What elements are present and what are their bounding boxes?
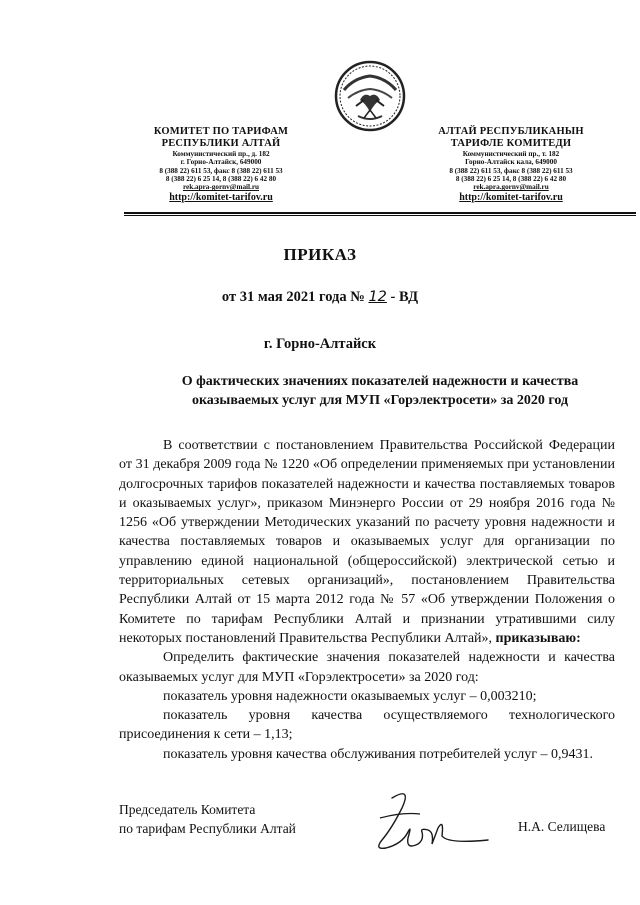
document-body bbox=[119, 436, 615, 764]
indicator-connection-quality: показатель уровня качества осуществляемого технологического присоединения к сети – 1,13; bbox=[119, 708, 615, 743]
committee-website: http://komitet-tarifov.ru bbox=[459, 191, 563, 203]
order-suffix: - ВД bbox=[390, 289, 419, 305]
signer-position-line: Председатель Комитета bbox=[119, 802, 256, 817]
committee-website: http://komitet-tarifov.ru bbox=[169, 191, 273, 203]
preamble-paragraph bbox=[119, 436, 615, 648]
preamble-text: В соответствии с постановлением Правительства Российской Федерации от 31 декабря 2009 года № 1220 «Об определении применяемых при установлении долгосрочных тарифов показателей надежности и качества поставляемых товаров и оказываемых услуг», приказом Минэнерго России от 29 ноября 2016 года № 1256 «Об утверждении Методических указаний по расчету уровня надежности и качества поставляемых товаров и оказываемых услуг для организации по управлению единой национальной (общероссийской) электрической сетью и территориальных сетевых организаций», постановлением Правительства Республики Алтай от 15 марта 2012 года № 57 «Об утверждении Положения о Комитете по тарифам Республики Алтай и признании утратившими силу некоторых постановлений Правительства Республики Алтай», bbox=[119, 438, 615, 646]
committee-name: РЕСПУБЛИКИ АЛТАЙ bbox=[161, 138, 281, 150]
committee-name: ТАРИФЛЕ КОМИТЕДИ bbox=[450, 138, 572, 150]
coat-of-arms-emblem bbox=[334, 60, 406, 132]
committee-phone: 8 (388 22) 611 53, факс 8 (388 22) 611 53 bbox=[449, 166, 573, 175]
committee-address: Горно-Алтайск кала, 649000 bbox=[465, 158, 557, 167]
committee-header-russian bbox=[126, 126, 316, 203]
document-title: ПРИКАЗ bbox=[283, 245, 357, 264]
committee-address: Коммунистический пр., д. 182 bbox=[172, 150, 270, 159]
committee-address: Коммунистический пр., т. 182 bbox=[462, 150, 560, 159]
committee-phone: 8 (388 22) 6 25 14, 8 (388 22) 6 42 80 bbox=[455, 174, 567, 183]
orders-word: приказываю: bbox=[495, 630, 581, 646]
document-subject bbox=[130, 372, 630, 410]
committee-name: АЛТАЙ РЕСПУБЛИКАНЫН bbox=[438, 126, 584, 137]
header-divider bbox=[124, 215, 636, 216]
committee-header-altai bbox=[416, 126, 606, 203]
committee-phone: 8 (388 22) 611 53, факс 8 (388 22) 611 53 bbox=[159, 166, 283, 175]
document-city: г. Горно-Алтайск bbox=[263, 336, 377, 352]
header-divider bbox=[124, 212, 636, 214]
committee-address: г. Горно-Алтайск, 649000 bbox=[180, 158, 262, 167]
committee-email: rek.apra.gornv@mail.ru bbox=[473, 183, 549, 192]
indicator-service-quality: показатель уровня качества обслуживания потребителей услуг – 0,9431. bbox=[163, 746, 594, 762]
signer-name: Н.А. Селищева bbox=[518, 819, 606, 834]
signer-position bbox=[119, 800, 296, 838]
indicator-reliability: показатель уровня надежности оказываемых услуг – 0,003210; bbox=[163, 688, 537, 704]
order-date-number bbox=[0, 289, 640, 306]
committee-name: КОМИТЕТ ПО ТАРИФАМ bbox=[153, 126, 289, 137]
order-number: 12 bbox=[368, 289, 387, 305]
signer-position-line: по тарифам Республики Алтай bbox=[119, 821, 296, 836]
committee-email: rek.apra-gornv@mail.ru bbox=[182, 183, 260, 192]
subject-line: О фактических значениях показателей надежности и качества bbox=[181, 374, 579, 389]
committee-phone: 8 (388 22) 6 25 14, 8 (388 22) 6 42 80 bbox=[165, 174, 277, 183]
handwritten-signature bbox=[362, 788, 492, 858]
order-date: от 31 мая 2021 года № bbox=[221, 289, 365, 305]
subject-line: оказываемых услуг для МУП «Горэлектросети» за 2020 год bbox=[191, 393, 569, 408]
determine-paragraph: Определить фактические значения показателей надежности и качества оказываемых услуг для МУП «Горэлектросети» за 2020 год: bbox=[119, 650, 615, 685]
